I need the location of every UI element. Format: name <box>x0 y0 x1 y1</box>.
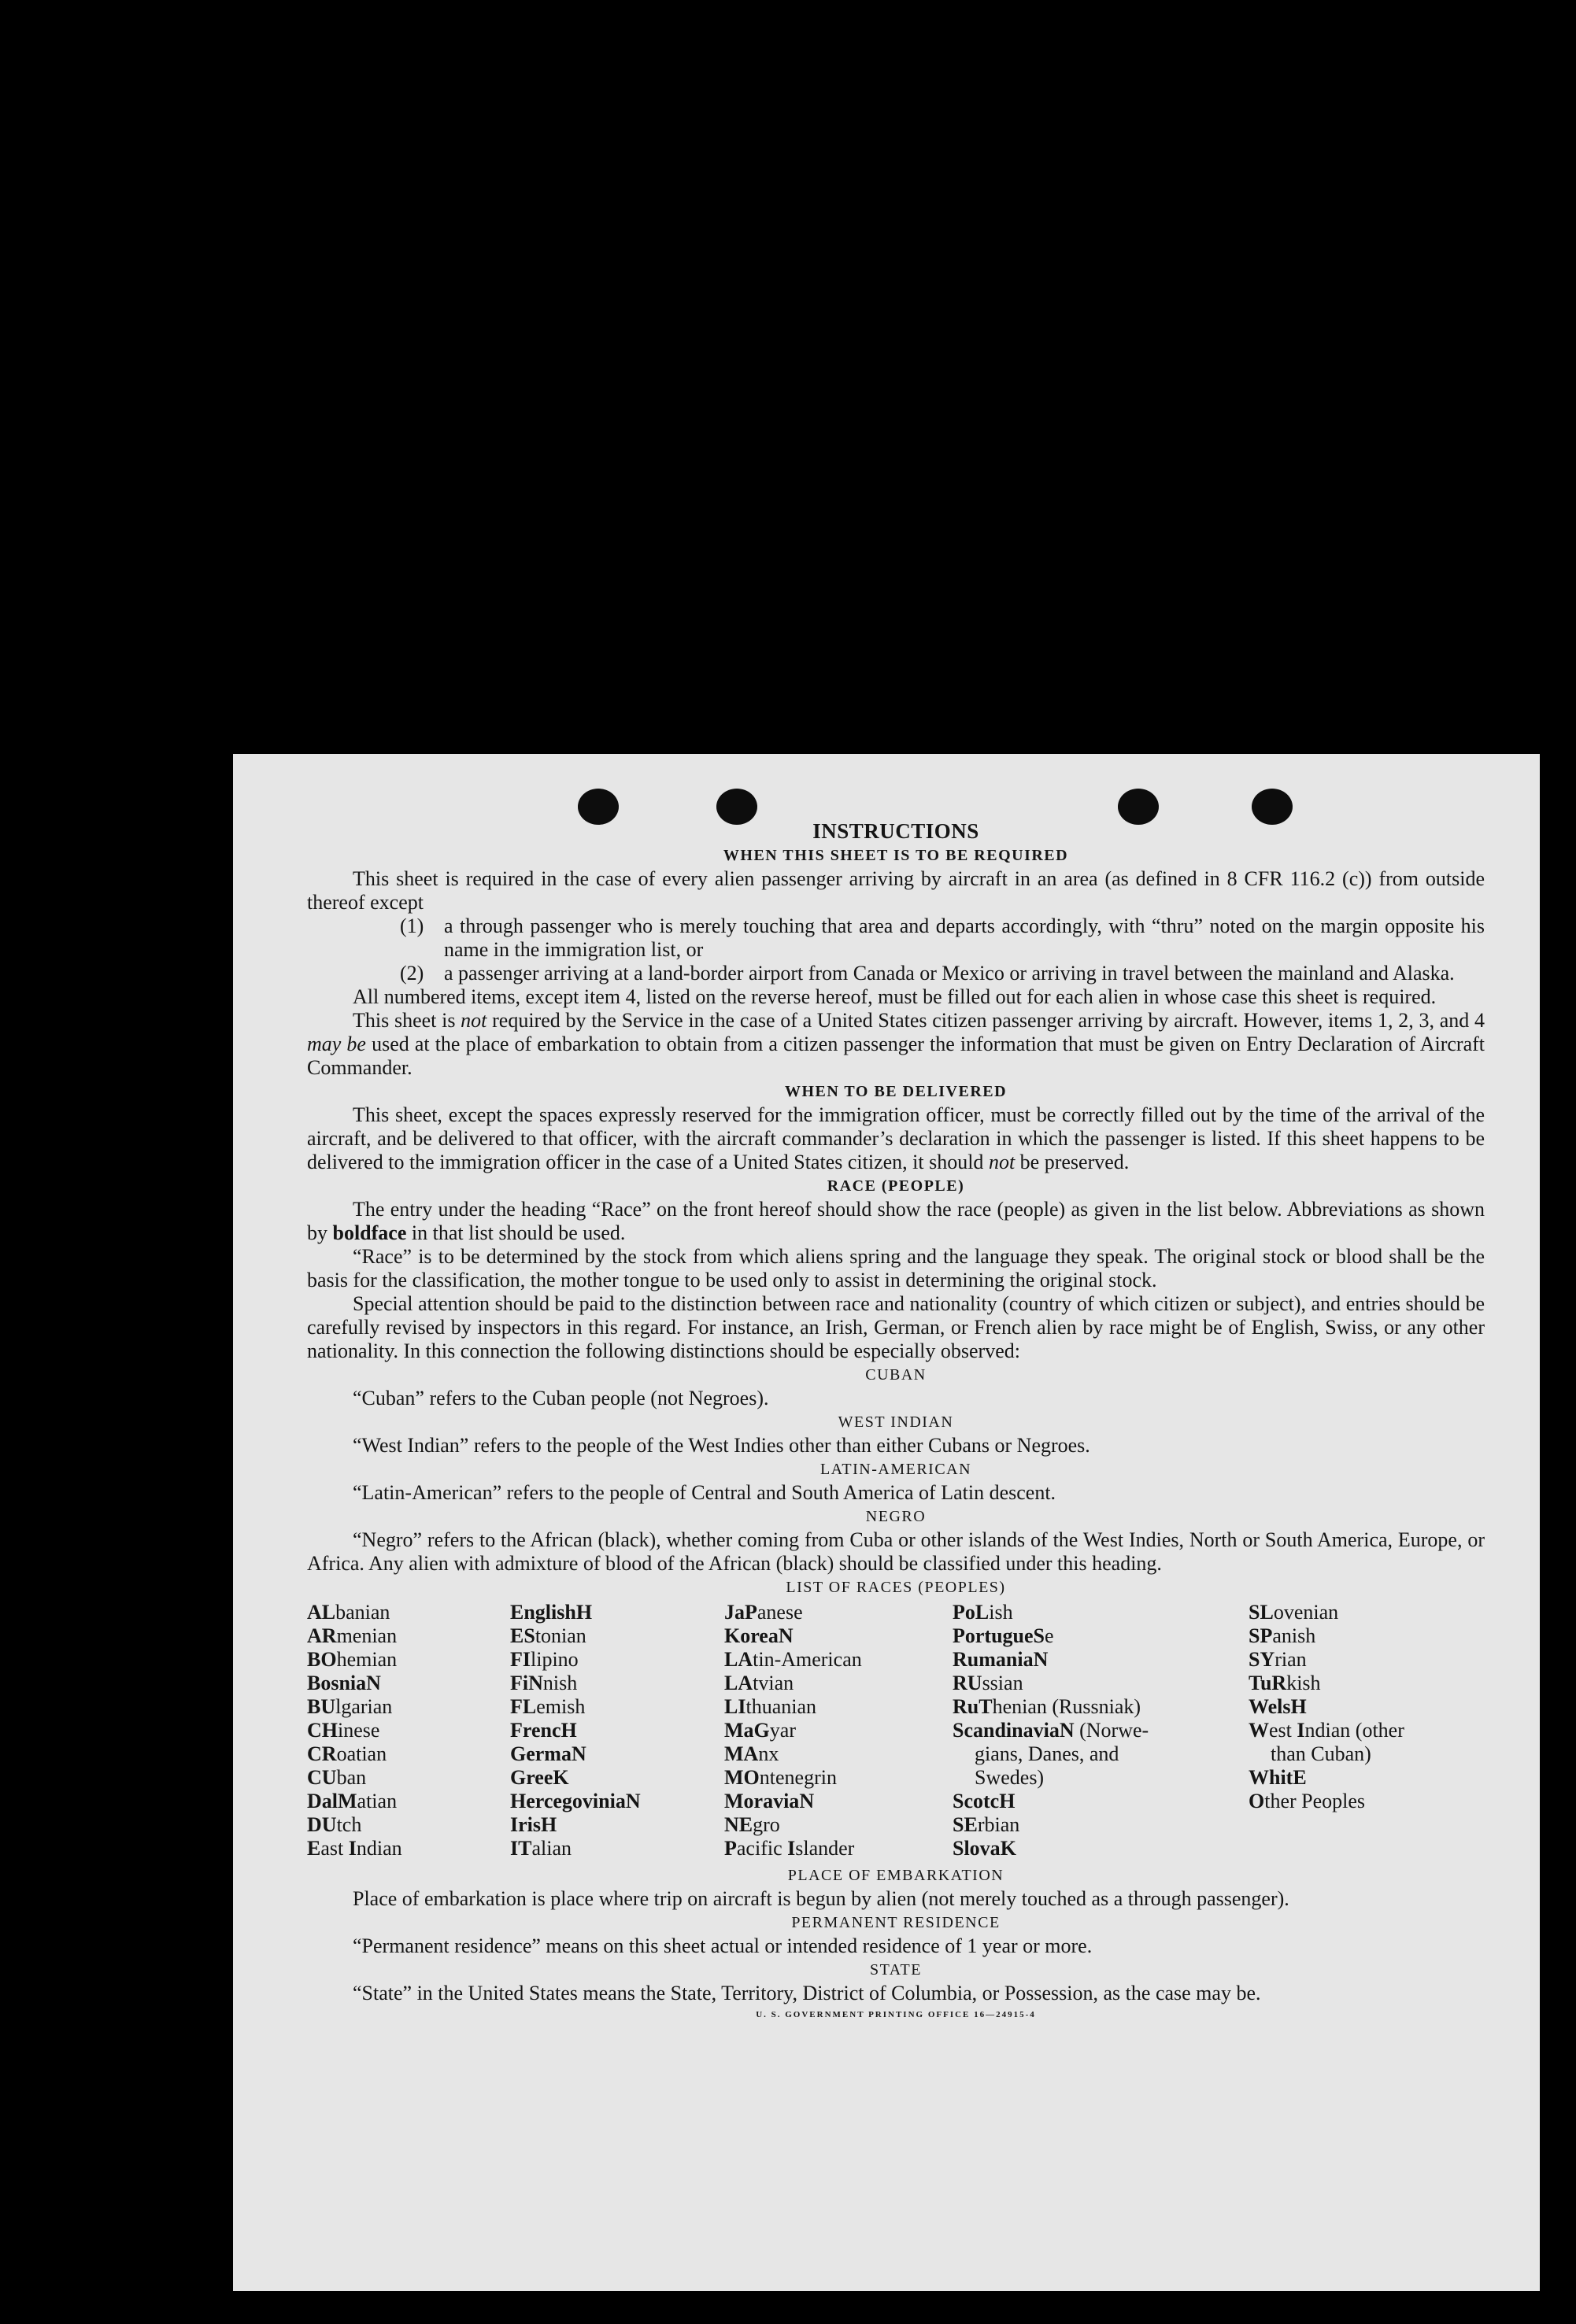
race-entry: MOntenegrin <box>724 1766 837 1789</box>
punch-hole <box>1252 789 1293 825</box>
race-entry: SYrian <box>1249 1648 1307 1671</box>
race-entry: HercegoviniaN <box>510 1790 641 1812</box>
race-column <box>307 1601 510 1860</box>
race-entry: LIthuanian <box>724 1695 816 1718</box>
item-text: a passenger arriving at a land-border airport from Canada or Mexico or arriving in travel between the mainland and Alaska. <box>444 962 1455 985</box>
instruction-sheet <box>233 754 1540 2291</box>
race-entry: West Indian (other <box>1249 1719 1404 1742</box>
race-entry: CRoatian <box>307 1742 387 1765</box>
race-entry: FIlipino <box>510 1648 579 1671</box>
race-entry: Swedes) <box>975 1766 1045 1789</box>
punch-hole <box>578 789 619 825</box>
race-entry: EStonian <box>510 1624 586 1647</box>
race-entry: EnglishH <box>510 1601 593 1624</box>
race-entry: DalMatian <box>307 1790 398 1812</box>
race-column <box>724 1601 953 1860</box>
list-item <box>307 962 1485 985</box>
paragraph: “Negro” refers to the African (black), whether coming from Cuba or other islands of the West Indies, North or South America, Europe, or Africa. Any alien with admixture of blood of the African (black) should be classified under this heading. <box>307 1528 1485 1575</box>
section-heading: LIST OF RACES (PEOPLES) <box>786 1579 1006 1596</box>
race-entry: SPanish <box>1249 1624 1316 1647</box>
page-title: INSTRUCTIONS <box>812 819 979 843</box>
race-entry: BosniaN <box>307 1672 381 1694</box>
paragraph: This sheet is not required by the Service in the case of a United States citizen passenger arriving by aircraft. However, items 1, 2, 3, and 4 may be used at the place of embarkation to obtain from a citizen passenger the information that must be given on Entry Declaration of Aircraft Commander. <box>307 1009 1485 1079</box>
race-entry: FiNnish <box>510 1672 578 1694</box>
race-entry: KoreaN <box>724 1624 794 1647</box>
race-entry: RuThenian (Russniak) <box>953 1695 1141 1718</box>
race-entry: RumaniaN <box>953 1648 1049 1671</box>
race-entry: LAtin-American <box>724 1648 862 1671</box>
race-entry: CUban <box>307 1766 367 1789</box>
section-heading: PERMANENT RESIDENCE <box>791 1914 1001 1931</box>
section-heading: WEST INDIAN <box>838 1413 954 1431</box>
paragraph: All numbered items, except item 4, listed on the reverse hereof, must be filled out for each alien in whose case this sheet is required. <box>353 985 1437 1008</box>
race-entry: RUssian <box>953 1672 1023 1694</box>
race-entry: SLovenian <box>1249 1601 1339 1624</box>
section-heading: PLACE OF EMBARKATION <box>787 1867 1004 1884</box>
item-number: (1) <box>400 914 424 937</box>
list-item <box>307 914 1485 962</box>
item-text: a through passenger who is merely touching that area and departs accordingly, with “thru” noted on the margin opposite his name in the immigration list, or <box>444 914 1485 961</box>
paragraph: This sheet is required in the case of every alien passenger arriving by aircraft in an area (as defined in 8 CFR 116.2 (c)) from outside thereof except <box>307 867 1485 914</box>
race-entry: ALbanian <box>307 1601 390 1624</box>
race-column <box>510 1601 724 1860</box>
paragraph: “State” in the United States means the State, Territory, District of Columbia, or Possession, as the case may be. <box>353 1982 1261 2004</box>
race-entry: SErbian <box>953 1813 1020 1836</box>
race-entry: WhitE <box>1249 1766 1307 1789</box>
race-entry: NEgro <box>724 1813 780 1836</box>
race-column <box>1249 1601 1485 1860</box>
race-entry: LAtvian <box>724 1672 794 1694</box>
race-entry: PoLish <box>953 1601 1013 1624</box>
race-entry: DUtch <box>307 1813 362 1836</box>
section-heading: STATE <box>870 1961 922 1979</box>
section-heading: NEGRO <box>865 1508 927 1525</box>
paragraph: This sheet, except the spaces expressly reserved for the immigration officer, must be correctly filled out by the time of the arrival of the aircraft, and be delivered to that officer, with the aircraft commander’s declaration in which the passenger is listed. If this sheet happens to be delivered to the immigration officer in the case of a United States citizen, it should not be preserved. <box>307 1103 1485 1173</box>
punch-hole <box>716 789 757 825</box>
section-heading: RACE (PEOPLE) <box>827 1177 965 1195</box>
paragraph: “West Indian” refers to the people of the West Indies other than either Cubans or Negroes. <box>353 1434 1090 1457</box>
race-column <box>953 1601 1249 1860</box>
race-entry: than Cuban) <box>1271 1742 1371 1765</box>
paragraph: “Cuban” refers to the Cuban people (not Negroes). <box>353 1387 769 1410</box>
paragraph: “Latin-American” refers to the people of Central and South America of Latin descent. <box>353 1481 1056 1504</box>
race-entry: FLemish <box>510 1695 586 1718</box>
section-heading: LATIN-AMERICAN <box>819 1461 972 1478</box>
race-entry: ScotcH <box>953 1790 1016 1812</box>
paragraph: Special attention should be paid to the distinction between race and nationality (country of which citizen or subject), and entries should be carefully revised by inspectors in this regard. For instance, an Irish, German, or French alien by race might be of English, Swiss, or any other nationality. In this connection the following distinctions should be especially observed: <box>307 1292 1485 1362</box>
section-heading: WHEN THIS SHEET IS TO BE REQUIRED <box>723 847 1069 864</box>
race-entry: GermaN <box>510 1742 586 1765</box>
race-entry: MAnx <box>724 1742 779 1765</box>
race-entry: ITalian <box>510 1837 572 1860</box>
race-entry: MaGyar <box>724 1719 796 1742</box>
race-entry: MoraviaN <box>724 1790 815 1812</box>
race-entry: JaPanese <box>724 1601 803 1624</box>
paragraph: “Race” is to be determined by the stock from which aliens spring and the language they speak. The original stock or blood shall be the basis for the classification, the mother tongue to be used only to assist in determining the original stock. <box>307 1245 1485 1291</box>
race-entry: FrencH <box>510 1719 577 1742</box>
section-heading: WHEN TO BE DELIVERED <box>784 1083 1008 1100</box>
race-entry: SlovaK <box>953 1837 1016 1860</box>
race-entry: ScandinaviaN (Norwe- <box>953 1719 1149 1742</box>
race-entry: gians, Danes, and <box>975 1742 1119 1765</box>
race-entry: Other Peoples <box>1249 1790 1366 1812</box>
race-entry: GreeK <box>510 1766 569 1789</box>
race-entry: BUlgarian <box>307 1695 393 1718</box>
race-entry: ARmenian <box>307 1624 398 1647</box>
paragraph: “Permanent residence” means on this sheet actual or intended residence of 1 year or more. <box>353 1934 1093 1957</box>
race-entry: WelsH <box>1249 1695 1307 1718</box>
race-entry: East Indian <box>307 1837 402 1860</box>
section-heading: CUBAN <box>865 1366 927 1384</box>
race-entry: Pacific Islander <box>724 1837 855 1860</box>
paragraph: Place of embarkation is place where trip on aircraft is begun by alien (not merely touched as a through passenger). <box>353 1887 1289 1910</box>
paragraph: The entry under the heading “Race” on the front hereof should show the race (people) as given in the list below. Abbreviations as shown by boldface in that list should be used. <box>307 1198 1485 1244</box>
race-entry: BOhemian <box>307 1648 398 1671</box>
punch-hole <box>1118 789 1159 825</box>
item-number: (2) <box>400 962 424 985</box>
race-entry: CHinese <box>307 1719 380 1742</box>
race-entry: PortugueSe <box>953 1624 1054 1647</box>
race-entry: TuRkish <box>1249 1672 1321 1694</box>
race-entry: IrisH <box>510 1813 557 1836</box>
race-list <box>307 1601 1485 1860</box>
printer-footer: U. S. GOVERNMENT PRINTING OFFICE 16—24915-4 <box>756 2010 1036 2019</box>
